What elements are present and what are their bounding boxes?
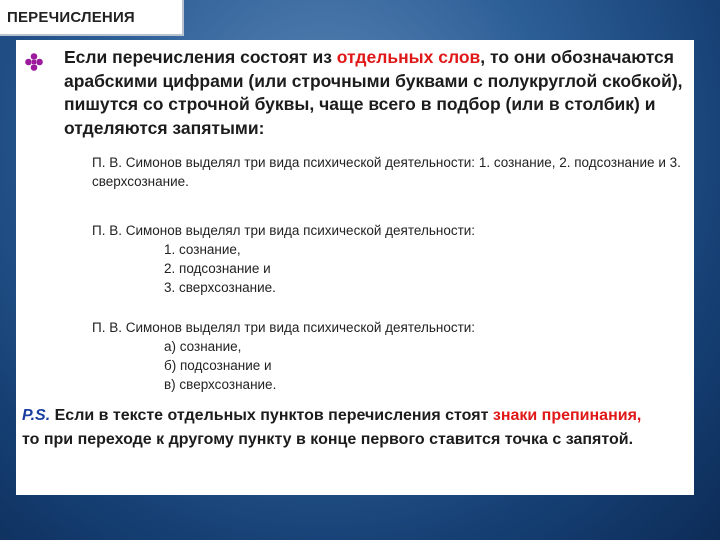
example-lettered-intro: П. В. Симонов выделял три вида психической деятельности: <box>92 320 476 335</box>
example-lettered <box>92 318 692 394</box>
slide-title: ПЕРЕЧИСЛЕНИЯ <box>0 0 184 36</box>
ps-note <box>22 404 662 451</box>
diamond-bullet-icon <box>24 52 44 72</box>
content-card <box>16 40 694 495</box>
example-numbered-intro: П. В. Симонов выделял три вида психической деятельности: <box>92 223 476 238</box>
main-rule-text <box>64 46 686 140</box>
main-text-part1: Если перечисления состоят из <box>64 47 337 67</box>
ps-text2: то при переходе к другому пункту в конце первого ставится точка с запятой. <box>22 430 634 448</box>
list-item: а) сознание, <box>164 339 242 354</box>
ps-label: P.S. <box>22 407 51 424</box>
ps-text1: Если в тексте отдельных пунктов перечисления стоят <box>50 407 493 424</box>
example-inline: П. В. Симонов выделял три вида психической деятельности: 1. сознание, 2. подсознание и 3. сверхсознание. <box>92 155 681 189</box>
list-item: 3. сверхсознание. <box>164 280 276 295</box>
example-numbered <box>92 221 692 297</box>
list-item: в) сверхсознание. <box>164 377 277 392</box>
ps-highlight: знаки препинания, <box>492 407 642 424</box>
list-item: 1. сознание, <box>164 242 241 257</box>
main-text-part2: , то они обозначаются арабскими цифрами (или строчными буквами с полукруглой скобкой), пишутся со строчной буквы, чаще всего в подбор (или в столбик) и отделяются запятыми: <box>64 47 683 138</box>
list-item: б) подсознание и <box>164 358 272 373</box>
main-text-highlight: отдельных слов <box>336 47 481 67</box>
list-item: 2. подсознание и <box>164 261 271 276</box>
